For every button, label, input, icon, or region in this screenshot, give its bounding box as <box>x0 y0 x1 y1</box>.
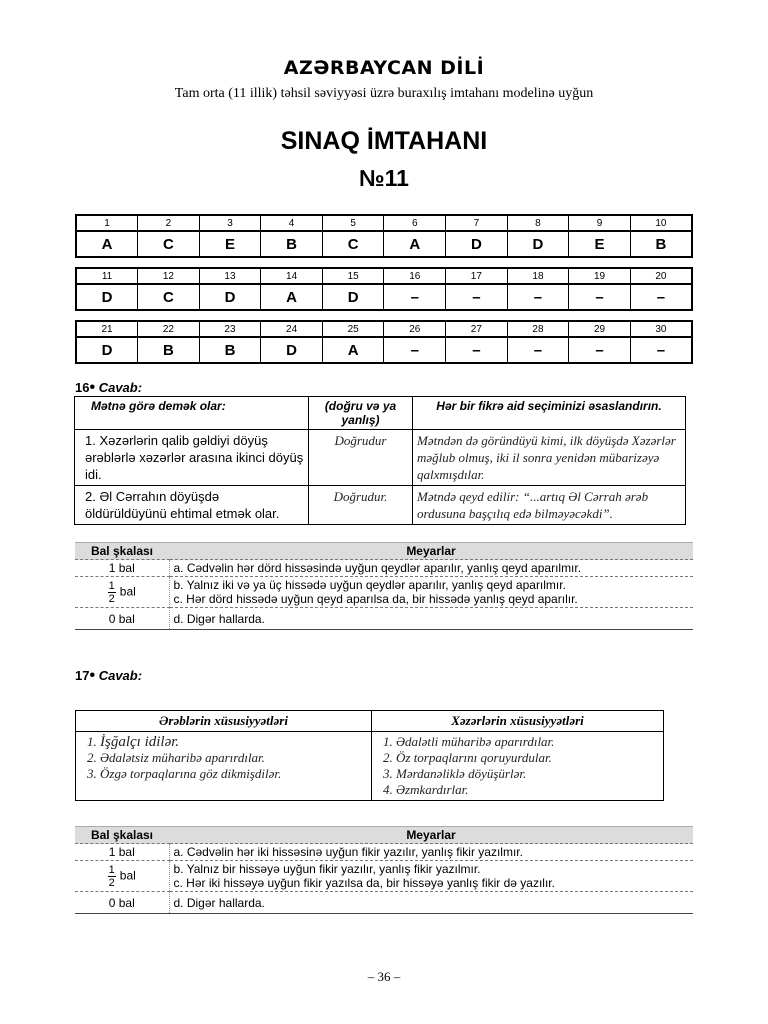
q16-row2-statement: 2. Əl Cərrahın döyüşdə öldürüldüyünü ehtimal etmək olar. <box>75 486 309 525</box>
question-number: 1 <box>76 215 138 231</box>
q16-header-verdict: (doğru və ya yanlış) <box>309 397 413 430</box>
criterion-a: a. Cədvəlin hər iki hissəsinə uyğun fikir yazılır, yanlış fikir yazılmır. <box>169 844 693 861</box>
answer-letter: – <box>384 337 446 363</box>
list-item: 3. Mərdanəliklə döyüşürlər. <box>396 766 657 782</box>
question-number: 10 <box>630 215 692 231</box>
exam-title: SINAQ İMTAHANI <box>280 127 488 155</box>
question-number: 2 <box>138 215 200 231</box>
q17-arabs-cell <box>76 732 372 801</box>
answer-letter: D <box>199 284 261 310</box>
answer-letter: – <box>507 337 569 363</box>
q16-row1-reason: Mətndən də göründüyü kimi, ilk döyüşdə Xəzərlər məğlub olmuş, iki il sonra yenidən mübarizəyə qalxmışdılar. <box>413 430 686 486</box>
list-item: 1. İşğalçı idilər. <box>100 734 365 750</box>
score-head-left: Bal şkalası <box>75 827 169 844</box>
q16-row1-statement: 1. Xəzərlərin qalib gəldiyi döyüş ərəblərlə xəzərlər arasına ikinci döyüş idi. <box>75 430 309 486</box>
question-number: 16 <box>384 268 446 284</box>
answer-letter: B <box>138 337 200 363</box>
question-number: 17 <box>446 268 508 284</box>
answer-letter: B <box>630 231 692 257</box>
answer-grid-2 <box>75 267 693 311</box>
criterion-bc <box>169 577 693 608</box>
answer-letter: – <box>630 284 692 310</box>
question-number: 25 <box>322 321 384 337</box>
q16-dot: • <box>89 379 96 396</box>
question-number: 5 <box>322 215 384 231</box>
answer-grid-1 <box>75 214 693 258</box>
answer-letter: A <box>384 231 446 257</box>
answer-letter: D <box>507 231 569 257</box>
score-head-left: Bal şkalası <box>75 543 169 560</box>
criterion-d: d. Digər hallarda. <box>169 892 693 914</box>
question-number: 11 <box>76 268 138 284</box>
answer-letter: A <box>322 337 384 363</box>
q16-header-statement: Mətnə görə demək olar: <box>75 397 309 430</box>
question-number: 13 <box>199 268 261 284</box>
question-number: 18 <box>507 268 569 284</box>
q16-answer-table <box>74 396 686 525</box>
answer-letter: A <box>261 284 323 310</box>
q17-scoring-table <box>75 826 693 914</box>
q17-khazars-list <box>378 734 657 798</box>
answer-letter: C <box>138 231 200 257</box>
q17-khazars-cell <box>372 732 664 801</box>
subtitle: Tam orta (11 illik) təhsil səviyyəsi üzrə buraxılış imtahanı modelinə uyğun <box>174 86 594 101</box>
criterion-bc <box>169 861 693 892</box>
score-1-bal: 1 bal <box>75 560 169 577</box>
q16-cavab: Cavab: <box>98 380 143 395</box>
score-0-bal: 0 bal <box>75 608 169 630</box>
score-half-bal: $\frac{1}{2}$ bal <box>75 861 169 892</box>
question-number: 28 <box>507 321 569 337</box>
question-number: 20 <box>630 268 692 284</box>
score-half-bal: $\frac{1}{2}$ bal <box>75 577 169 608</box>
question-number: 21 <box>76 321 138 337</box>
score-head-right: Meyarlar <box>169 827 693 844</box>
answer-letter: E <box>569 231 631 257</box>
question-number: 29 <box>569 321 631 337</box>
question-number: 7 <box>446 215 508 231</box>
question-number: 14 <box>261 268 323 284</box>
answer-letter: – <box>630 337 692 363</box>
score-1-bal: 1 bal <box>75 844 169 861</box>
question-number: 19 <box>569 268 631 284</box>
criterion-b: b. Yalnız iki və ya üç hissədə uyğun qeydlər aparılır, yanlış qeyd aparılmır. <box>173 578 566 592</box>
answer-letter: C <box>138 284 200 310</box>
answer-grid-3 <box>75 320 693 364</box>
q16-row1-verdict: Doğrudur <box>309 430 413 486</box>
score-head-right: Meyarlar <box>169 543 693 560</box>
answer-letter: – <box>446 337 508 363</box>
answer-letter: C <box>322 231 384 257</box>
q17-answer-table <box>75 710 664 801</box>
question-number: 30 <box>630 321 692 337</box>
answer-letter: D <box>76 337 138 363</box>
q17-cavab: Cavab: <box>98 668 143 683</box>
question-number: 26 <box>384 321 446 337</box>
question-number: 9 <box>569 215 631 231</box>
list-item: 4. Əzmkardırlar. <box>396 782 657 798</box>
question-number: 27 <box>446 321 508 337</box>
question-number: 24 <box>261 321 323 337</box>
q17-number: 17 <box>75 668 90 683</box>
answer-letter: D <box>76 284 138 310</box>
q16-row2-verdict: Doğrudur. <box>309 486 413 525</box>
q17-label <box>75 667 142 685</box>
list-item: 1. Ədalətli müharibə aparırdılar. <box>396 734 657 750</box>
subject-title: AZƏRBAYCAN DİLİ <box>283 57 485 79</box>
question-number: 22 <box>138 321 200 337</box>
criterion-a: a. Cədvəlin hər dörd hissəsində uyğun qeydlər aparılır, yanlış qeyd aparılmır. <box>169 560 693 577</box>
question-number: 23 <box>199 321 261 337</box>
list-item: 3. Özgə torpaqlarına göz dikmişdilər. <box>100 766 365 782</box>
fraction-half: $\frac{1}{2}$ <box>108 579 115 605</box>
q16-row2-reason: Mətndə qeyd edilir: “...artıq Əl Cərrah ərəb ordusuna başçılıq edə bilməyəcəkdi”. <box>413 486 686 525</box>
fraction-half: $\frac{1}{2}$ <box>108 863 115 889</box>
page-number: – 36 – <box>367 969 401 984</box>
criterion-b: b. Yalnız bir hissəyə uyğun fikir yazılır, yanlış fikir yazılmır. <box>173 862 481 876</box>
q17-header-arabs: Ərəblərin xüsusiyyətləri <box>76 711 372 732</box>
q17-dot: • <box>89 667 96 684</box>
q17-header-khazars: Xəzərlərin xüsusiyyətləri <box>372 711 664 732</box>
answer-letter: – <box>507 284 569 310</box>
q16-number: 16 <box>75 380 90 395</box>
q16-label <box>75 379 142 397</box>
answer-letter: D <box>446 231 508 257</box>
answer-letter: A <box>76 231 138 257</box>
exam-number: №11 <box>359 165 409 191</box>
answer-letter: – <box>384 284 446 310</box>
answer-letter: E <box>199 231 261 257</box>
q16-scoring-table <box>75 542 693 630</box>
question-number: 15 <box>322 268 384 284</box>
answer-letter: B <box>199 337 261 363</box>
criterion-c: c. Hər dörd hissədə uyğun qeyd aparılsa da, bir hissədə yanlış qeyd aparılır. <box>173 592 578 606</box>
q17-arabs-list <box>82 734 365 782</box>
score-0-bal: 0 bal <box>75 892 169 914</box>
question-number: 12 <box>138 268 200 284</box>
question-number: 3 <box>199 215 261 231</box>
list-item: 2. Öz torpaqlarını qoruyurdular. <box>396 750 657 766</box>
question-number: 6 <box>384 215 446 231</box>
answer-letter: B <box>261 231 323 257</box>
q16-header-reason: Hər bir fikrə aid seçiminizi əsaslandırın. <box>413 397 686 430</box>
answer-letter: – <box>569 284 631 310</box>
answer-letter: D <box>322 284 384 310</box>
criterion-d: d. Digər hallarda. <box>169 608 693 630</box>
list-item: 2. Ədalətsiz müharibə aparırdılar. <box>100 750 365 766</box>
answer-letter: – <box>569 337 631 363</box>
answer-letter: – <box>446 284 508 310</box>
criterion-c: c. Hər iki hissəyə uyğun fikir yazılsa da, bir hissəyə yanlış fikir də yazılır. <box>173 876 555 890</box>
question-number: 4 <box>261 215 323 231</box>
answer-letter: D <box>261 337 323 363</box>
question-number: 8 <box>507 215 569 231</box>
